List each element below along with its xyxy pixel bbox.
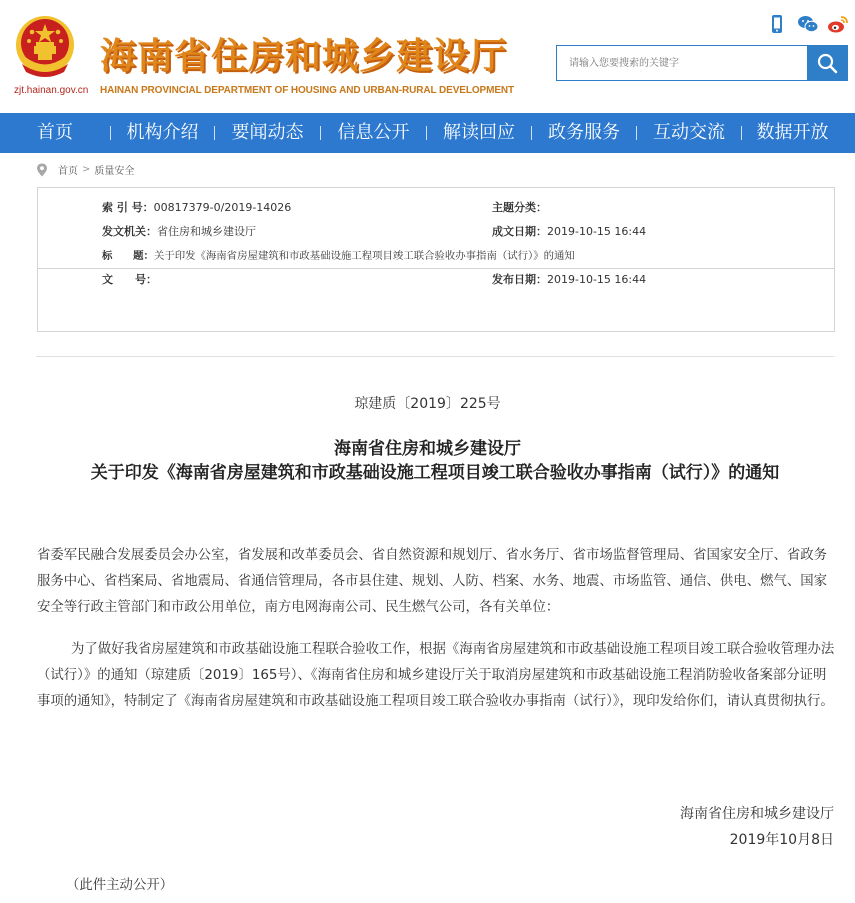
site-subtitle: HAINAN PROVINCIAL DEPARTMENT OF HOUSING AND URBAN-RURAL DEVELOPMENT [100,85,515,96]
nav-open-data[interactable]: 数据开放 [756,122,829,143]
main-nav [0,113,855,153]
meta-created-label: 成文日期： [492,225,547,238]
content-divider [36,356,835,357]
weibo-icon[interactable] [827,14,847,34]
nav-info-disclosure[interactable]: 信息公开 [337,122,410,143]
document-meta-table [37,187,835,332]
national-emblem-icon[interactable] [14,12,76,82]
signature-organization: 海南省住房和城乡建设厅 [680,806,834,822]
meta-published [492,271,646,287]
meta-topic-label: 主题分类： [492,201,547,214]
meta-title [102,247,575,262]
search-box [556,45,848,81]
nav-services[interactable]: 政务服务 [548,122,620,143]
document-number: 琼建质〔2019〕225号 [354,396,501,412]
search-input[interactable] [557,46,807,80]
nav-interpretation[interactable]: 解读回应 [443,122,515,143]
document-body: 为了做好我省房屋建筑和市政基础设施工程联合验收工作，根据《海南省房屋建筑和市政基础设施工程项目竣工联合验收管理办法（试行）》的通知（琼建质〔2019〕165号）、《海南省住房和城乡建设厅关于取消房屋建筑和市政基础设施工程消防验收备案部分证明事项的通知》，特制定了《海南省房屋建筑和市政基础设施工程项目竣工联合验收办事指南（试行）》，现印发给你们，请认真贯彻执行。 [37,642,835,709]
meta-issuer [102,223,256,239]
meta-topic [492,199,547,215]
meta-index-value: 00817379-0/2019-14026 [153,201,292,214]
meta-created [492,223,646,239]
site-title[interactable]: 海南省住房和城乡建设厅 [100,36,508,77]
wechat-icon[interactable] [797,14,817,34]
location-pin-icon [36,163,48,177]
nav-news[interactable]: 要闻动态 [231,122,304,143]
breadcrumb [36,162,134,177]
document-title-line2: 关于印发《海南省房屋建筑和市政基础设施工程项目竣工联合验收办事指南（试行）》的通知 [90,463,780,483]
signature-date: 2019年10月8日 [729,832,834,848]
meta-issuer-value: 省住房和城乡建设厅 [157,225,256,238]
top-icon-group [767,14,847,34]
meta-published-label: 发布日期： [492,273,547,286]
document-title-line1: 海南省住房和城乡建设厅 [334,439,521,459]
search-icon [816,52,838,74]
meta-published-value: 2019-10-15 16:44 [547,273,647,286]
meta-title-label: 标 题： [102,250,154,262]
public-disclosure-note: （此件主动公开） [66,878,174,893]
meta-title-value: 关于印发《海南省房屋建筑和市政基础设施工程项目竣工联合验收办事指南（试行）》的通知 [153,250,575,262]
mobile-icon[interactable] [767,14,787,34]
nav-interaction[interactable]: 互动交流 [653,122,725,143]
nav-organization[interactable]: 机构介绍 [126,122,199,143]
search-button[interactable] [807,46,847,80]
meta-issuer-label: 发文机关： [102,225,157,238]
site-header [0,0,855,113]
meta-docno [102,271,157,287]
breadcrumb-current[interactable]: 质量安全 [94,166,135,177]
nav-home[interactable]: 首页 [37,122,73,143]
site-url[interactable]: zjt.hainan.gov.cn [14,85,89,96]
document-recipients: 省委军民融合发展委员会办公室，省发展和改革委员会、省自然资源和规划厅、省水务厅、省市场监督管理局、省国家安全厅、省政务服务中心、省档案局、省地震局、省通信管理局，各市县住建、规划、人防、档案、水务、地震、市场监管、通信、供电、燃气、国家安全等行政主管部门和市政公用单位，南方电网海南公司、民生燃气公司，各有关单位： [37,548,828,615]
meta-index-label: 索 引 号： [102,201,154,214]
meta-created-value: 2019-10-15 16:44 [547,225,647,238]
meta-docno-label: 文 号： [102,273,157,286]
meta-index [102,199,291,215]
breadcrumb-home[interactable]: 首页 [58,166,78,177]
breadcrumb-separator: > [82,164,91,175]
